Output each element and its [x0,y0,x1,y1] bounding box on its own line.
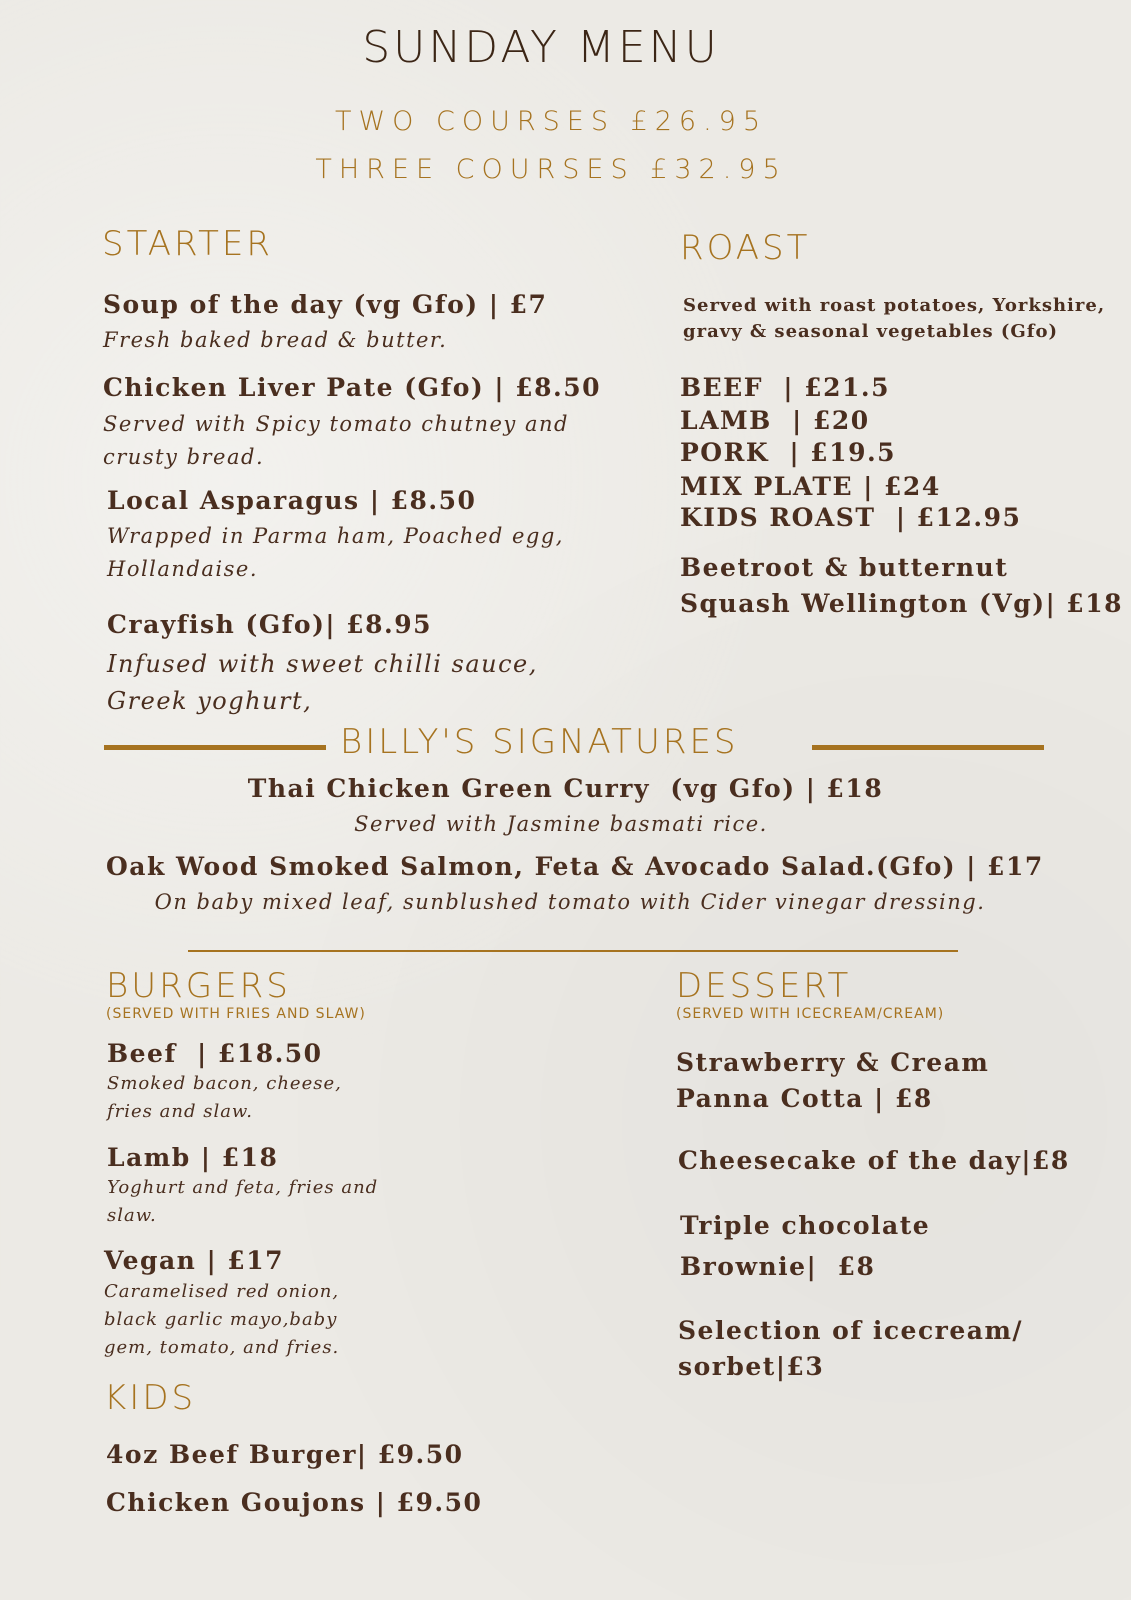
roast-veg-2: Squash Wellington (Vg)| £18 [680,589,1124,618]
starter-heading: STARTER [102,224,273,264]
burger-vegan-desc-1: Caramelised red onion, [104,1281,340,1302]
burgers-subheading: (SERVED WITH FRIES AND SLAW) [106,1006,366,1022]
burger-beef-desc-1: Smoked bacon, cheese, [107,1073,342,1094]
starter-pate-name: Chicken Liver Pate (Gfo) | £8.50 [103,373,601,402]
signature-salmon-desc: On baby mixed leaf, sunblushed tomato with Cider vinegar dressing. [154,890,986,914]
burger-lamb-desc-2: slaw. [107,1205,157,1226]
starter-crayfish-desc-1: Infused with sweet chilli sauce, [107,650,538,678]
roast-pork: PORK | £19.5 [680,438,897,467]
starter-crayfish-name: Crayfish (Gfo)| £8.95 [107,610,433,639]
roast-mix-plate: MIX PLATE | £24 [680,472,941,501]
burgers-heading: BURGERS [106,966,291,1006]
roast-heading: ROAST [680,228,811,268]
dessert-icecream-2: sorbet|£3 [678,1352,825,1381]
starter-asparagus-desc-2: Hollandaise. [107,557,258,581]
signature-curry-desc: Served with Jasmine basmati rice. [354,812,768,836]
kids-heading: KIDS [104,1378,197,1418]
signatures-bottom-rule [188,950,958,952]
roast-veg-1: Beetroot & butternut [680,553,1009,582]
burger-beef-desc-2: fries and slaw. [107,1101,253,1122]
signatures-rule-left [104,745,326,750]
dessert-icecream-1: Selection of icecream/ [678,1316,1024,1345]
roast-intro-2: gravy & seasonal vegetables (Gfo) [683,321,1059,342]
signature-salmon-name: Oak Wood Smoked Salmon, Feta & Avocado Salad.(Gfo) | £17 [106,852,1044,881]
burger-vegan-desc-3: gem, tomato, and fries. [104,1337,340,1358]
signature-curry-name: Thai Chicken Green Curry (vg Gfo) | £18 [247,774,884,803]
starter-asparagus-name: Local Asparagus | £8.50 [107,486,477,515]
kids-goujons: Chicken Goujons | £9.50 [106,1488,483,1517]
roast-kids: KIDS ROAST | £12.95 [680,503,1022,532]
two-courses-price: TWO COURSES £26.95 [334,106,768,137]
burger-vegan-name: Vegan | £17 [104,1246,285,1275]
kids-burger: 4oz Beef Burger| £9.50 [106,1440,464,1469]
dessert-cheesecake: Cheesecake of the day|£8 [678,1146,1070,1175]
starter-soup-desc: Fresh baked bread & butter. [103,328,448,352]
starter-pate-desc-1: Served with Spicy tomato chutney and [103,412,569,436]
dessert-subheading: (SERVED WITH ICECREAM/CREAM) [676,1006,945,1022]
three-courses-price: THREE COURSES £32.95 [315,154,787,185]
burger-lamb-name: Lamb | £18 [107,1143,279,1172]
signatures-rule-right [812,745,1044,750]
dessert-brownie-1: Triple chocolate [680,1211,931,1240]
starter-asparagus-desc-1: Wrapped in Parma ham, Poached egg, [107,524,564,548]
burger-beef-name: Beef | £18.50 [107,1039,323,1068]
burger-vegan-desc-2: black garlic mayo,baby [104,1309,338,1330]
roast-lamb: LAMB | £20 [680,406,870,435]
starter-pate-desc-2: crusty bread. [103,445,265,469]
signatures-heading: BILLY'S SIGNATURES [340,722,739,762]
menu-title: SUNDAY MENU [362,22,720,73]
roast-beef: BEEF | £21.5 [680,373,890,402]
burger-lamb-desc-1: Yoghurt and feta, fries and [107,1177,379,1198]
starter-soup-name: Soup of the day (vg Gfo) | £7 [103,290,548,319]
roast-intro-1: Served with roast potatoes, Yorkshire, [683,295,1106,316]
starter-crayfish-desc-2: Greek yoghurt, [107,687,313,715]
dessert-brownie-2: Brownie| £8 [680,1252,876,1281]
dessert-panna-cotta-2: Panna Cotta | £8 [676,1084,933,1113]
dessert-panna-cotta-1: Strawberry & Cream [676,1048,990,1077]
dessert-heading: DESSERT [676,966,852,1006]
